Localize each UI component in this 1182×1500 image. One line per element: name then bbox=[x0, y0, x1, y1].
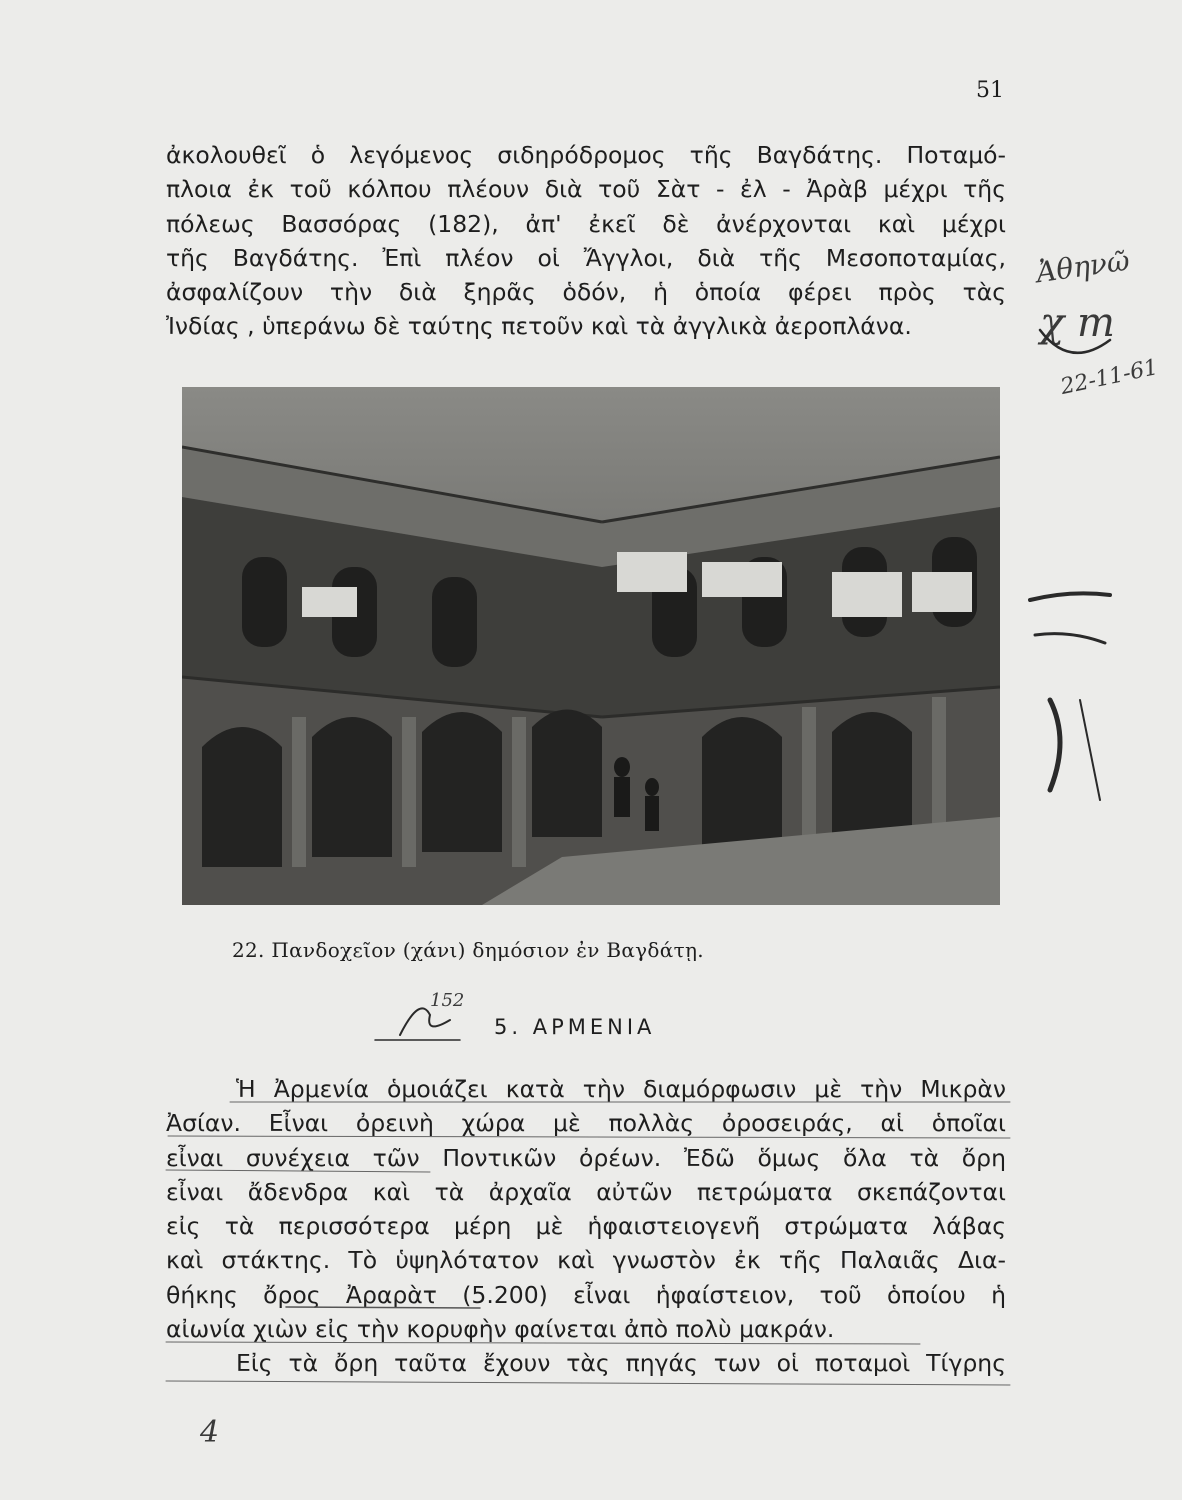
handwritten-date: 22-11-61 bbox=[1058, 354, 1161, 401]
paragraph-top bbox=[166, 138, 1006, 344]
text-line: Εἰς τὰ ὄρη ταῦτα ἔχουν τὰς πηγάς των οἱ ποταμοὶ Τίγρης bbox=[236, 1349, 1006, 1378]
text-line: εἶναι συνέχεια τῶν Ποντικῶν ὀρέων. Ἐδῶ ὅμως ὅλα τὰ ὄρη bbox=[166, 1143, 1006, 1172]
section-heading: 5. ΑΡΜΕΝΙΑ bbox=[494, 1015, 656, 1039]
text-line: εἶναι ἄδενδρα καὶ τὰ ἀρχαῖα αὐτῶν πετρώματα σκεπάζονται bbox=[166, 1177, 1006, 1206]
handwritten-margin-initials: χ m bbox=[1040, 300, 1115, 346]
text-line: ἀσφαλίζουν τὴν διὰ ξηρᾶς ὁδόν, ἡ ὁποία φέρει πρὸς τὰς bbox=[166, 278, 1006, 307]
courtyard-photo bbox=[182, 387, 1000, 905]
text-line: καὶ στάκτης. Τὸ ὑψηλότατον καὶ γνωστὸν ἐκ τῆς Παλαιᾶς Δια- bbox=[166, 1246, 1006, 1275]
text-line: τῆς Βαγδάτης. Ἐπὶ πλέον οἱ Ἄγγλοι, διὰ τῆς Μεσοποταμίας, bbox=[166, 243, 1006, 272]
text-line: πόλεως Βασσόρας (182), ἀπ' ἐκεῖ δὲ ἀνέρχονται καὶ μέχρι bbox=[166, 209, 1006, 238]
text-line: Ἀσίαν. Εἶναι ὀρεινὴ χώρα μὲ πολλὰς ὀροσειράς, αἱ ὁποῖαι bbox=[166, 1109, 1006, 1138]
page-number: 51 bbox=[976, 78, 1004, 103]
handwritten-margin-note: Ἀθηνῶ bbox=[1034, 243, 1132, 290]
text-line: Ἰνδίας , ὑπεράνω δὲ ταύτης πετοῦν καὶ τὰ ἀγγλικὰ ἀεροπλάνα. bbox=[166, 312, 912, 341]
paragraph-bottom bbox=[166, 1072, 1006, 1381]
text-line: πλοια ἐκ τοῦ κόλπου πλέουν διὰ τοῦ Σὰτ - ἐλ - Ἀρὰβ μέχρι τῆς bbox=[166, 175, 1006, 204]
handwritten-bottom-mark: 4 bbox=[200, 1415, 220, 1450]
text-line: αἰωνία χιὼν εἰς τὴν κορυφὴν φαίνεται ἀπὸ πολὺ μακράν. bbox=[166, 1315, 835, 1344]
text-line: εἰς τὰ περισσότερα μέρη μὲ ἡφαιστειογενῆ στρώματα λάβας bbox=[166, 1212, 1006, 1241]
courtyard-photo-illustration bbox=[182, 387, 1000, 905]
figure-caption: 22. Πανδοχεῖον (χάνι) δημόσιον ἐν Βαγδάτῃ. bbox=[232, 938, 704, 962]
text-line: θήκης ὄρος Ἀραρὰτ (5.200) εἶναι ἡφαίστειον, τοῦ ὁποίου ἡ bbox=[166, 1280, 1006, 1309]
text-line: ἀκολουθεῖ ὁ λεγόμενος σιδηρόδρομος τῆς Βαγδάτης. Ποταμό- bbox=[166, 141, 1006, 169]
text-line: Ἡ Ἀρμενία ὁμοιάζει κατὰ τὴν διαμόρφωσιν μὲ τὴν Μικρὰν bbox=[236, 1075, 1006, 1103]
handwritten-heading-mark: 152 bbox=[430, 990, 465, 1011]
